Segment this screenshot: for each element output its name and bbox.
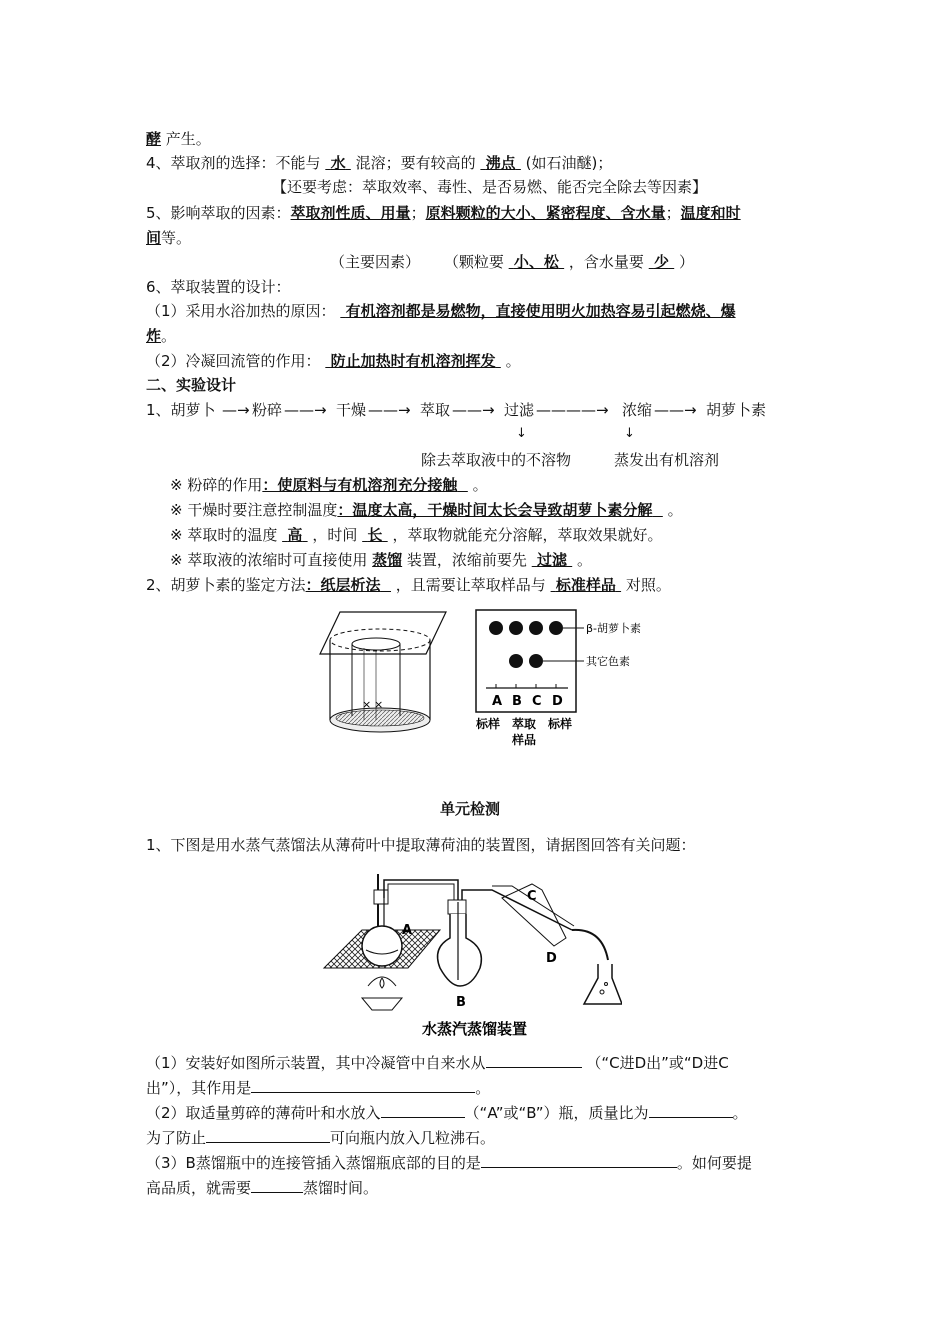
text: ） xyxy=(678,253,694,271)
spot-beta-B xyxy=(509,621,523,635)
answer: 过滤 xyxy=(536,551,567,569)
answer: 少 xyxy=(653,253,669,271)
lane-label: C xyxy=(532,694,542,709)
text: ※ 萃取时的温度 xyxy=(170,526,278,544)
spot-other-B xyxy=(509,654,523,668)
flow-step: 浓缩 xyxy=(622,401,653,419)
text: （2）取适量剪碎的薄荷叶和水放入 xyxy=(146,1104,381,1122)
spot-beta-A xyxy=(489,621,503,635)
note-dry xyxy=(170,499,683,521)
flow-diagram: 1、胡萝卜 —→ 粉碎 ——→ 干燥 ——→ 萃取 ——→ 过滤 ————→ 浓缩 ——→ 胡萝卜素 ↓ ↓ 除去萃取液中的不溶物 蒸发出有机溶剂 xyxy=(146,401,767,469)
text: 。 xyxy=(576,551,592,569)
line-water-bath xyxy=(146,300,736,322)
text: 4、萃取剂的选择：不能与 xyxy=(146,154,321,172)
spot-beta-D xyxy=(549,621,563,635)
flow-step: 干燥 xyxy=(336,401,367,419)
text: 混溶；要有较高的 xyxy=(355,154,476,172)
spot-other-C xyxy=(529,654,543,668)
down-arrow-icon: ↓ xyxy=(624,426,635,441)
text: ※ 萃取液的浓缩时可直接使用 xyxy=(170,551,368,569)
text: 可向瓶内放入几粒沸石。 xyxy=(330,1129,496,1147)
text: 。 xyxy=(667,501,683,519)
answer-blank[interactable] xyxy=(251,1178,303,1193)
answer: 长 xyxy=(367,526,383,544)
flow-step: 过滤 xyxy=(504,401,535,419)
answer: ：使原料与有机溶剂充分接触 xyxy=(262,476,458,494)
question-1-part-2-cont xyxy=(146,1127,495,1149)
text: 2、胡萝卜素的鉴定方法 xyxy=(146,576,306,594)
answer: 原料颗粒的大小、紧密程度、含水量 xyxy=(425,204,666,222)
text: 为了防止 xyxy=(146,1129,207,1147)
answer: 高 xyxy=(287,526,303,544)
line-water-bath-cont xyxy=(146,325,176,347)
text: 对照。 xyxy=(625,576,671,594)
down-arrow-icon: ↓ xyxy=(516,426,527,441)
text: ，且需要让萃取样品与 xyxy=(395,576,546,594)
figure-caption: 水蒸汽蒸馏装置 xyxy=(422,1020,528,1038)
answer: 沸点 xyxy=(485,154,516,172)
text: ，萃取物就能充分溶解，萃取效果就好。 xyxy=(392,526,663,544)
text: 。 xyxy=(161,327,177,345)
question-1-part-2 xyxy=(146,1102,748,1124)
section-heading: 二、实验设计 xyxy=(146,376,237,394)
svg-text:×: × xyxy=(374,698,384,711)
text: 6、萃取装置的设计： xyxy=(146,278,291,296)
line-factor-notes xyxy=(330,251,694,273)
answer: 小、松 xyxy=(513,253,559,271)
flow-step: 1、胡萝卜 xyxy=(146,401,216,419)
note-grind xyxy=(170,474,488,496)
question-1: 1、下图是用水蒸气蒸馏法从薄荷叶中提取薄荷油的装置图，请据图回答有关问题： xyxy=(146,836,696,854)
text: 装置，浓缩前要先 xyxy=(406,551,527,569)
answer: 萃取剂性质、用量 xyxy=(290,204,411,222)
question-1-part-3-cont xyxy=(146,1177,378,1199)
flow-step: 萃取 xyxy=(420,401,451,419)
caption-sample: 萃取 xyxy=(512,717,537,731)
text: （颗粒要 xyxy=(443,253,504,271)
text: ，含水量要 xyxy=(568,253,644,271)
svg-text:×: × xyxy=(362,698,372,711)
text: （3）B蒸馏瓶中的连接管插入蒸馏瓶底部的目的是 xyxy=(146,1154,481,1172)
text: （1）采用水浴加热的原因： xyxy=(146,302,336,320)
lane-label: D xyxy=(552,694,563,709)
answer-blank[interactable] xyxy=(649,1103,733,1118)
line-1 xyxy=(146,128,211,150)
text: ； xyxy=(410,204,426,222)
label-D: D xyxy=(546,951,557,966)
flow-step: 粉碎 xyxy=(252,401,283,419)
label-A: A xyxy=(402,923,413,938)
answer: 间 xyxy=(146,229,162,247)
text: （主要因素） xyxy=(330,253,421,271)
answer: 水 xyxy=(330,154,346,172)
text: 5、影响萃取的因素： xyxy=(146,204,291,222)
text: 。 xyxy=(732,1104,748,1122)
line-condenser xyxy=(146,350,521,372)
label-other-pigments: 其它色素 xyxy=(586,655,630,668)
answer-blank[interactable] xyxy=(486,1053,582,1068)
caption-sample: 样品 xyxy=(512,733,537,747)
text: 等。 xyxy=(161,229,192,247)
note-concentrate xyxy=(170,549,592,571)
label-C: C xyxy=(527,889,537,904)
text: （“C进D出”或“D进C xyxy=(586,1054,729,1072)
caption-standard: 标样 xyxy=(476,717,501,731)
text: ； xyxy=(665,204,681,222)
answer: 蒸馏 xyxy=(372,551,403,569)
text: （“A”或“B”）瓶，质量比为 xyxy=(464,1104,649,1122)
answer: 炸 xyxy=(146,327,162,345)
line-factors xyxy=(146,202,741,224)
label-beta-carotene: β-胡萝卜素 xyxy=(586,622,641,635)
text: 。 xyxy=(505,352,521,370)
text: 【还要考虑：萃取效率、毒性、是否易燃、能否完全除去等因素】 xyxy=(272,178,708,196)
spot-beta-C xyxy=(529,621,543,635)
text: 。 xyxy=(475,1079,491,1097)
caption-standard: 标样 xyxy=(548,717,573,731)
line-device-design xyxy=(146,276,291,298)
text: （2）冷凝回流管的作用： xyxy=(146,352,321,370)
lane-label: A xyxy=(492,694,503,709)
text: ※ 干燥时要注意控制温度 xyxy=(170,501,338,519)
flow-note: 蒸发出有机溶剂 xyxy=(614,451,720,469)
text: ※ 粉碎的作用 xyxy=(170,476,263,494)
answer: 标准样品 xyxy=(555,576,616,594)
chromatogram-figure xyxy=(472,608,672,748)
text: ，时间 xyxy=(312,526,358,544)
answer: ：温度太高，干燥时间太长会导致胡萝卜素分解 xyxy=(337,501,653,519)
text: 出”），其作用是 xyxy=(146,1079,252,1097)
answer: 温度和时 xyxy=(680,204,741,222)
text: 高品质，就需要 xyxy=(146,1179,252,1197)
answer-blank[interactable] xyxy=(206,1128,330,1143)
unit-title: 单元检测 xyxy=(440,800,501,818)
text: (如石油醚)； xyxy=(525,154,613,172)
text: 产生。 xyxy=(165,130,211,148)
question-1-part-3 xyxy=(146,1152,752,1174)
answer-blank[interactable] xyxy=(381,1103,465,1118)
flow-note: 除去萃取液中的不溶物 xyxy=(421,451,572,469)
label-B: B xyxy=(456,995,466,1010)
note-extract xyxy=(170,524,662,546)
answer: 有机溶剂都是易燃物，直接使用明火加热容易引起燃烧、爆 xyxy=(345,302,736,320)
line-extractant-choice xyxy=(146,152,612,174)
answer: 酵 xyxy=(146,130,162,148)
answer: 防止加热时有机溶剂挥发 xyxy=(330,352,496,370)
line-consider xyxy=(272,176,707,198)
flow-step: 胡萝卜素 xyxy=(706,401,767,419)
answer: ：纸层析法 xyxy=(305,576,381,594)
question-1-part-1-cont xyxy=(146,1077,490,1099)
answer-blank[interactable] xyxy=(481,1153,677,1168)
text: （1）安装好如图所示装置，其中冷凝管中自来水从 xyxy=(146,1054,486,1072)
answer-blank[interactable] xyxy=(251,1078,475,1093)
steam-distillation-figure xyxy=(322,868,622,1044)
question-1-part-1 xyxy=(146,1052,729,1074)
text: 蒸馏时间。 xyxy=(303,1179,379,1197)
line-factors-cont xyxy=(146,227,191,249)
text: 。 xyxy=(472,476,488,494)
text: 。如何要提 xyxy=(676,1154,752,1172)
line-identification xyxy=(146,574,671,596)
chromatography-tank-figure xyxy=(318,610,448,742)
lane-label: B xyxy=(512,694,522,709)
